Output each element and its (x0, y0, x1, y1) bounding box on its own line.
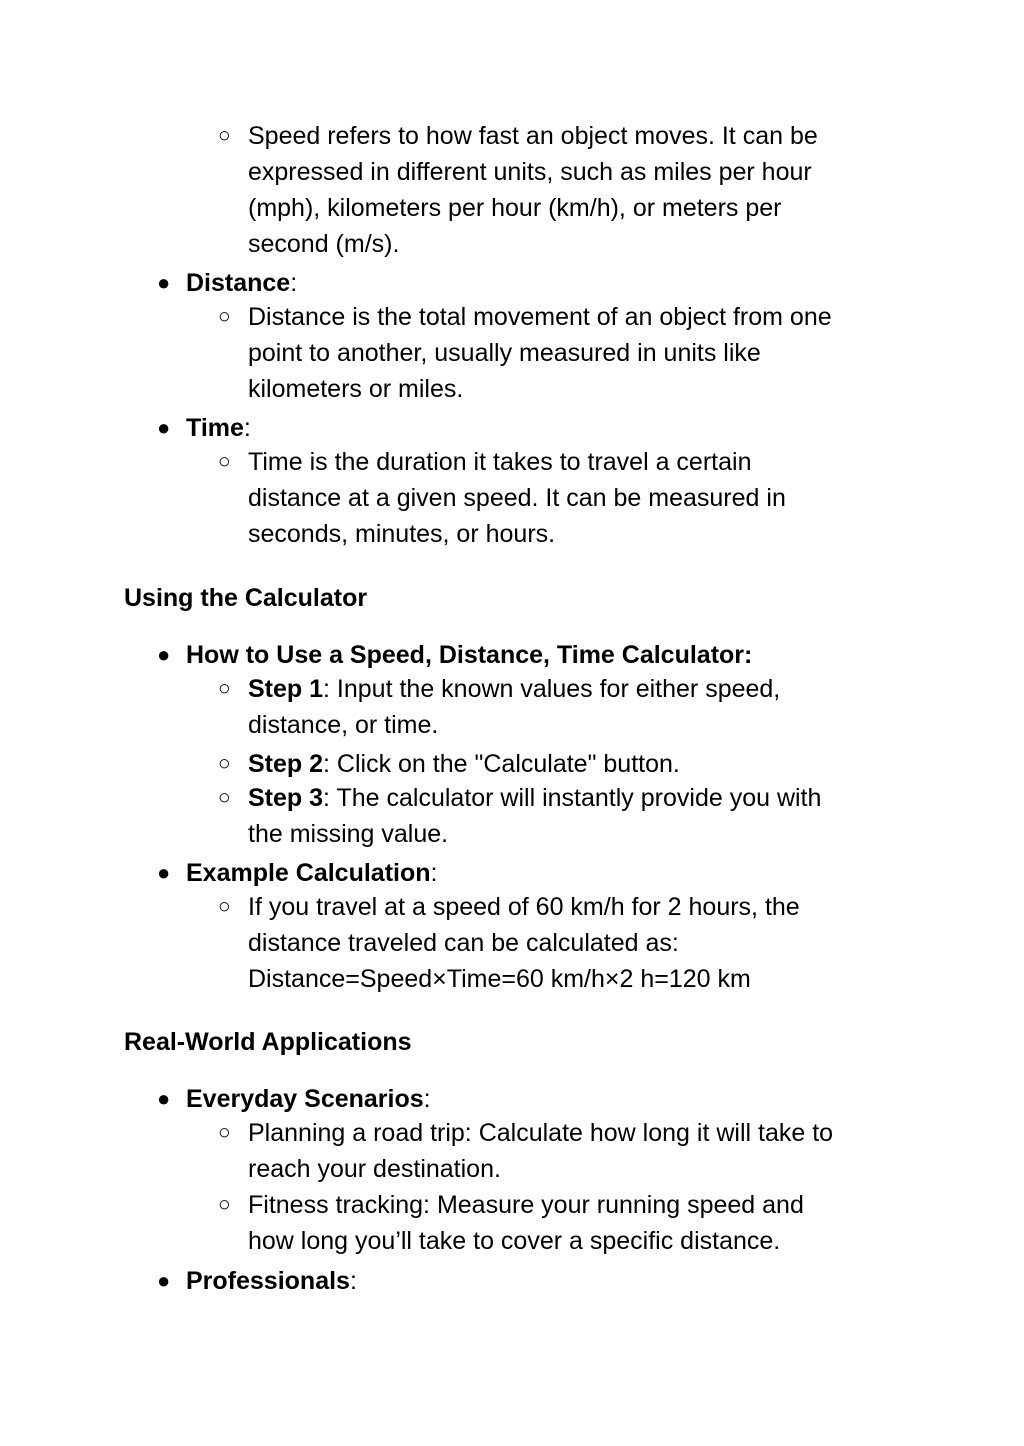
speed-desc-line-2: expressed in different units, such as miles per hour (248, 158, 812, 186)
sub-bullet-icon: ○ (218, 895, 231, 918)
step-1-text: : Input the known values for either speed, (323, 675, 781, 703)
step-3-label: Step 3 (248, 784, 324, 812)
time-desc-line-1: Time is the duration it takes to travel a certain (248, 448, 752, 476)
speed-desc-line-4: second (m/s). (248, 230, 400, 258)
everyday-item-2-line-1: Fitness tracking: Measure your running speed and (248, 1191, 804, 1219)
how-to-title: How to Use a Speed, Distance, Time Calculator: (186, 641, 753, 669)
everyday-item-1-line-1: Planning a road trip: Calculate how long it will take to (248, 1119, 834, 1147)
time-term-label: Time (186, 414, 244, 442)
everyday-item-2-line-2: how long you’ll take to cover a specific distance. (248, 1227, 781, 1255)
sub-bullet-icon: ○ (218, 305, 231, 328)
everyday-term (186, 1081, 431, 1117)
sub-bullet-icon: ○ (218, 677, 231, 700)
section-heading-using-calculator: Using the Calculator (124, 584, 368, 612)
sub-bullet-icon: ○ (218, 786, 231, 809)
sub-bullet-icon: ○ (218, 1193, 231, 1216)
professionals-term (186, 1263, 357, 1299)
bullet-icon: ● (157, 642, 171, 667)
professionals-colon: : (349, 1267, 357, 1295)
sub-bullet-icon: ○ (218, 752, 231, 775)
everyday-colon: : (423, 1085, 431, 1113)
time-colon: : (243, 414, 251, 442)
bullet-icon: ● (157, 270, 171, 295)
distance-term-label: Distance (186, 269, 291, 297)
sub-bullet-icon: ○ (218, 1121, 231, 1144)
time-desc-line-2: distance at a given speed. It can be measured in (248, 484, 786, 512)
distance-desc-line-2: point to another, usually measured in units like (248, 339, 761, 367)
bullet-icon: ● (157, 1086, 171, 1111)
sub-bullet-icon: ○ (218, 124, 231, 147)
time-term (186, 410, 251, 446)
everyday-item-1-line-2: reach your destination. (248, 1155, 501, 1183)
section-heading-real-world: Real-World Applications (124, 1028, 412, 1056)
step-1-cont: distance, or time. (248, 711, 439, 739)
step-3 (248, 780, 821, 816)
bullet-icon: ● (157, 415, 171, 440)
speed-desc-line-1: Speed refers to how fast an object moves. It can be (248, 122, 818, 150)
speed-desc-line-3: (mph), kilometers per hour (km/h), or meters per (248, 194, 782, 222)
distance-desc-line-3: kilometers or miles. (248, 375, 464, 403)
professionals-term-label: Professionals (186, 1267, 350, 1295)
step-1 (248, 671, 780, 707)
example-desc-line-1: If you travel at a speed of 60 km/h for 2 hours, the (248, 893, 800, 921)
distance-colon: : (290, 269, 298, 297)
distance-term (186, 265, 297, 301)
step-2-text: : Click on the "Calculate" button. (323, 750, 680, 778)
step-2 (248, 746, 680, 782)
step-2-label: Step 2 (248, 750, 324, 778)
everyday-term-label: Everyday Scenarios (186, 1085, 424, 1113)
example-formula: Distance=Speed×Time=60 km/h×2 h=120 km (248, 965, 751, 993)
step-3-cont: the missing value. (248, 820, 449, 848)
example-term-label: Example Calculation (186, 859, 431, 887)
bullet-icon: ● (157, 1268, 171, 1293)
sub-bullet-icon: ○ (218, 450, 231, 473)
distance-desc-line-1: Distance is the total movement of an object from one (248, 303, 832, 331)
bullet-icon: ● (157, 860, 171, 885)
example-desc-line-2: distance traveled can be calculated as: (248, 929, 679, 957)
step-1-label: Step 1 (248, 675, 324, 703)
time-desc-line-3: seconds, minutes, or hours. (248, 520, 556, 548)
step-3-text: : The calculator will instantly provide you with (323, 784, 822, 812)
example-colon: : (430, 859, 438, 887)
example-term (186, 855, 437, 891)
